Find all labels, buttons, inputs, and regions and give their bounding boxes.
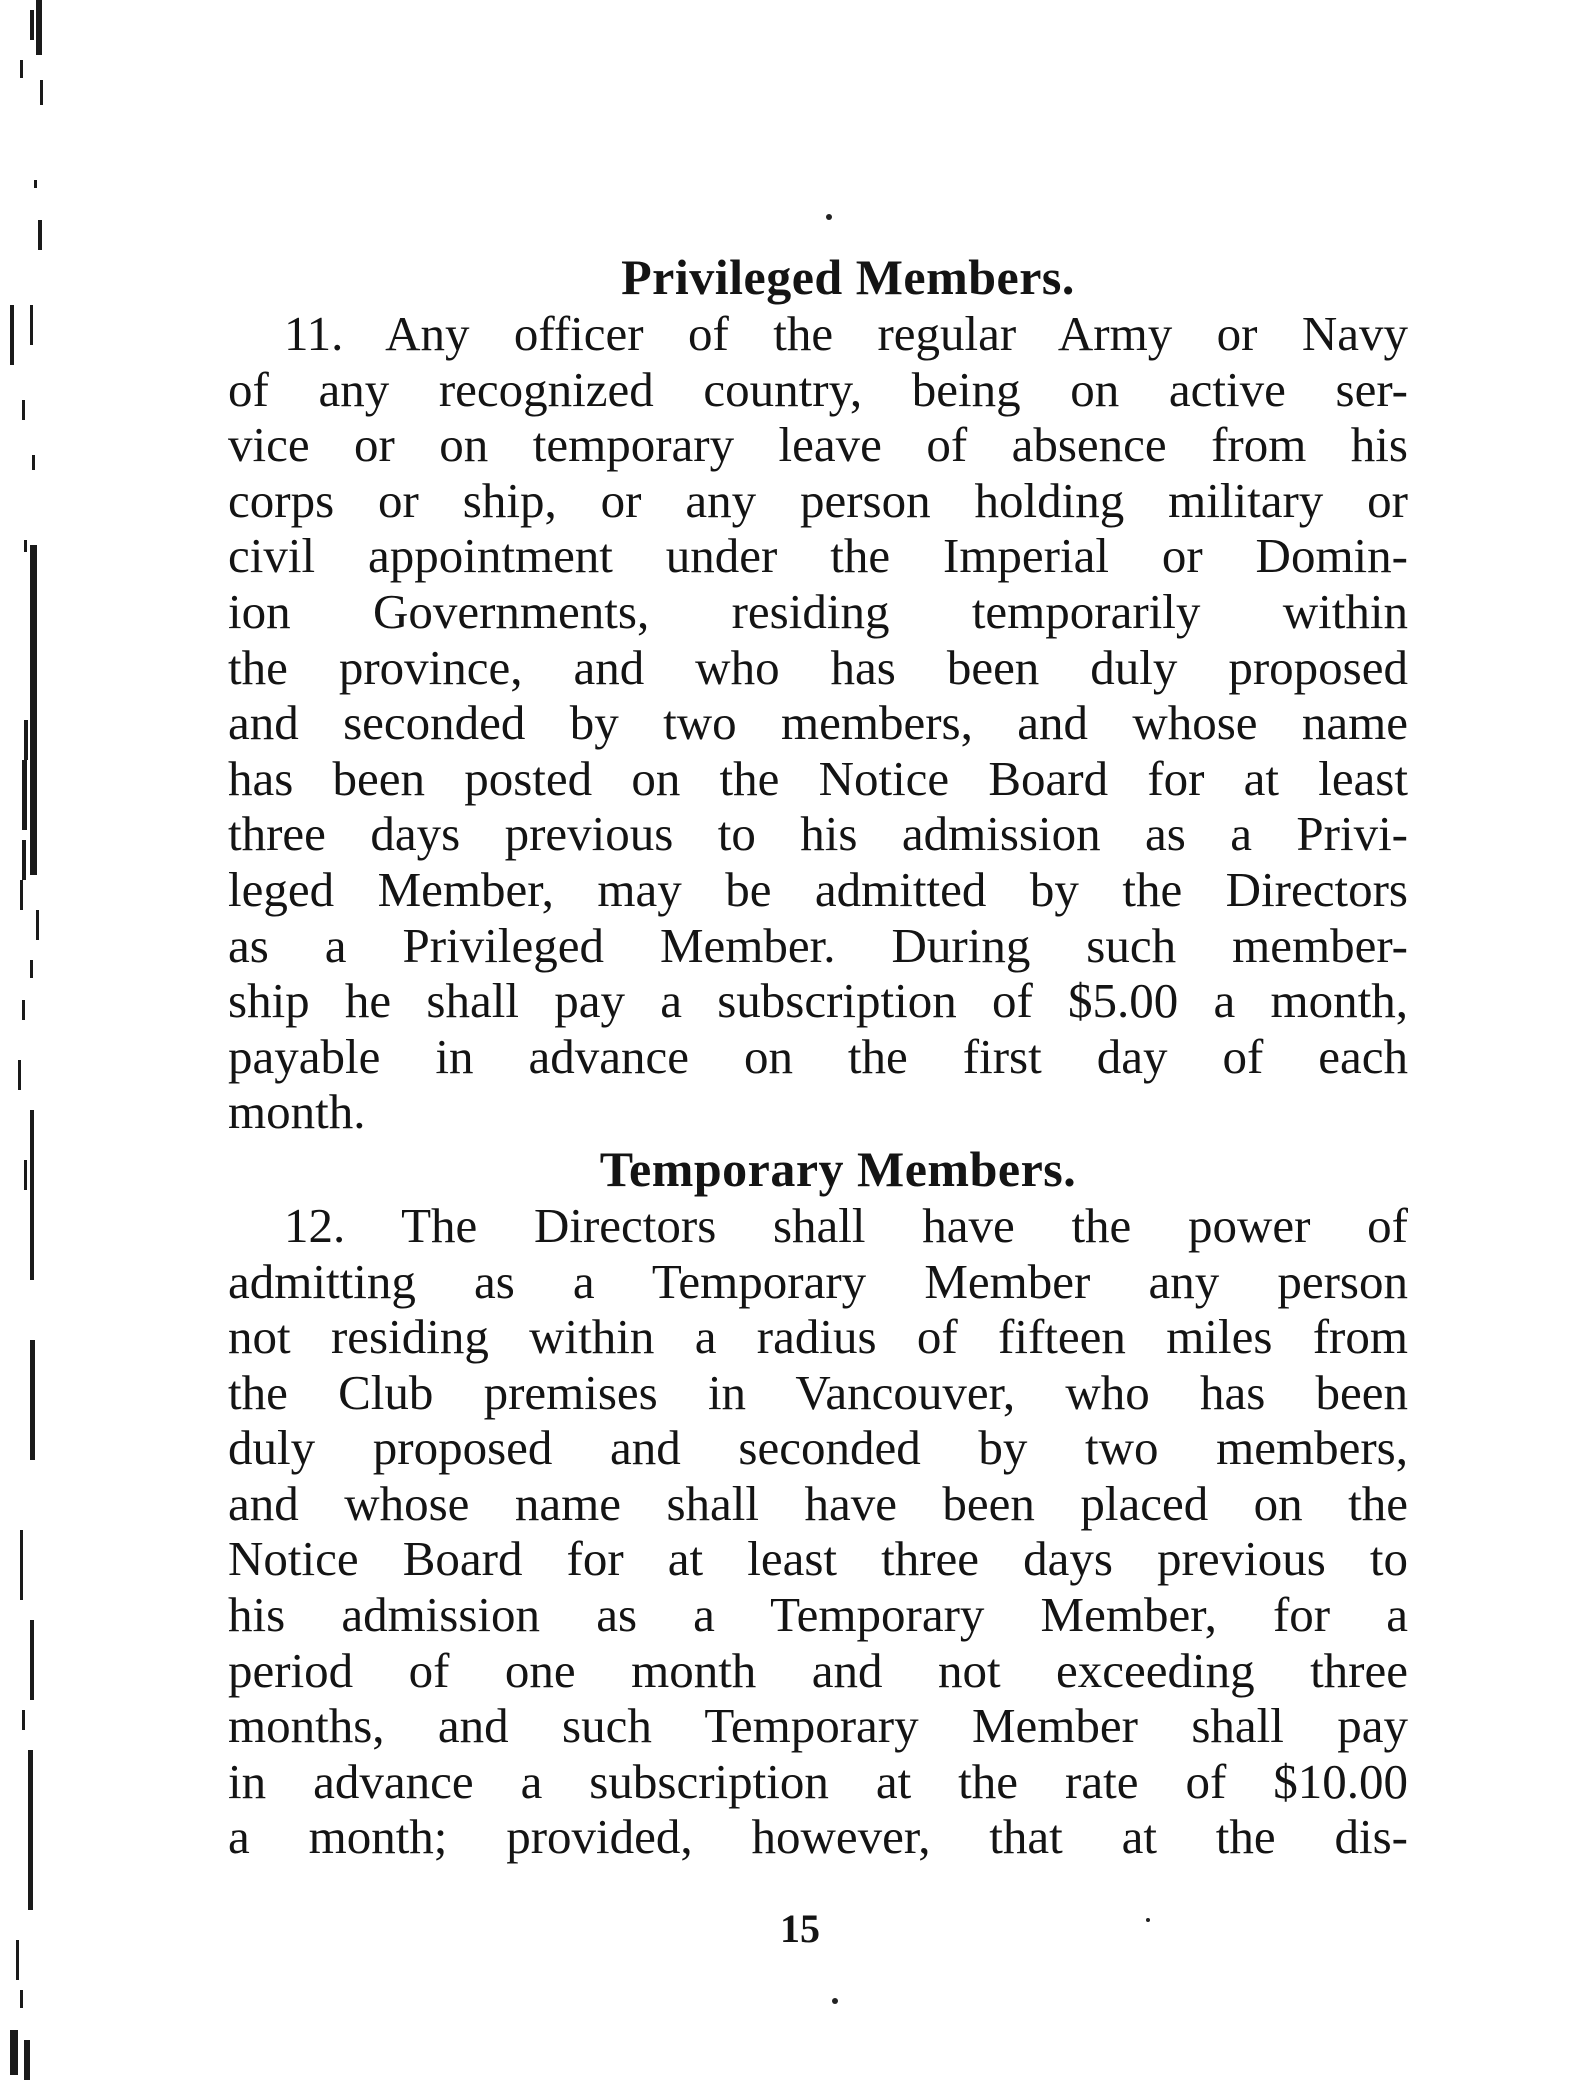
text-line: 12. The Directors shall have the power of: [284, 1197, 1408, 1253]
text-line: 11. Any officer of the regular Army or Navy: [284, 306, 1408, 361]
text-line: month.: [228, 1084, 366, 1140]
print-speck: [826, 214, 832, 220]
binding-edge-marks: [0, 0, 48, 2090]
text-line: not residing within a radius of fifteen miles from: [228, 1309, 1408, 1365]
print-speck: [1146, 1918, 1150, 1922]
print-speck: [832, 1998, 838, 2004]
text-line: vice or on temporary leave of absence from his: [228, 417, 1408, 473]
text-line: leged Member, may be admitted by the Directors: [228, 861, 1408, 917]
text-line: a month; provided, however, that at the dis-: [228, 1809, 1408, 1865]
page-number: 15: [780, 1906, 820, 1951]
text-line: ship he shall pay a subscription of $5.00 a month,: [228, 973, 1408, 1029]
text-line: his admission as a Temporary Member, for a: [228, 1587, 1408, 1643]
section-heading-privileged-members: Privileged Members.: [621, 249, 1075, 305]
section-heading-temporary-members: Temporary Members.: [599, 1140, 1077, 1197]
text-line: corps or ship, or any person holding military or: [228, 472, 1408, 528]
text-line: Notice Board for at least three days previous to: [228, 1531, 1408, 1587]
text-line: period of one month and not exceeding three: [228, 1642, 1408, 1698]
text-line: duly proposed and seconded by two members,: [228, 1420, 1408, 1476]
text-line: in advance a subscription at the rate of $10.00: [228, 1753, 1408, 1809]
text-line: has been posted on the Notice Board for at least: [228, 750, 1408, 806]
text-line: and seconded by two members, and whose name: [228, 695, 1408, 751]
text-line: admitting as a Temporary Member any person: [228, 1253, 1408, 1309]
text-block: [228, 248, 1408, 1865]
paragraph-temporary-members: [228, 1198, 1408, 1865]
text-line: and whose name shall have been placed on the: [228, 1475, 1408, 1531]
text-line: the province, and who has been duly proposed: [228, 639, 1408, 695]
paragraph-privileged-members: [228, 306, 1408, 1140]
text-line: three days previous to his admission as a Privi-: [228, 806, 1408, 862]
text-line: months, and such Temporary Member shall pay: [228, 1698, 1408, 1754]
text-line: of any recognized country, being on active ser-: [228, 361, 1408, 417]
text-line: the Club premises in Vancouver, who has been: [228, 1364, 1408, 1420]
text-line: payable in advance on the first day of each: [228, 1028, 1408, 1084]
text-line: as a Privileged Member. During such member-: [228, 917, 1408, 973]
text-line: civil appointment under the Imperial or Domin-: [228, 528, 1408, 584]
text-line: ion Governments, residing temporarily within: [228, 583, 1408, 639]
